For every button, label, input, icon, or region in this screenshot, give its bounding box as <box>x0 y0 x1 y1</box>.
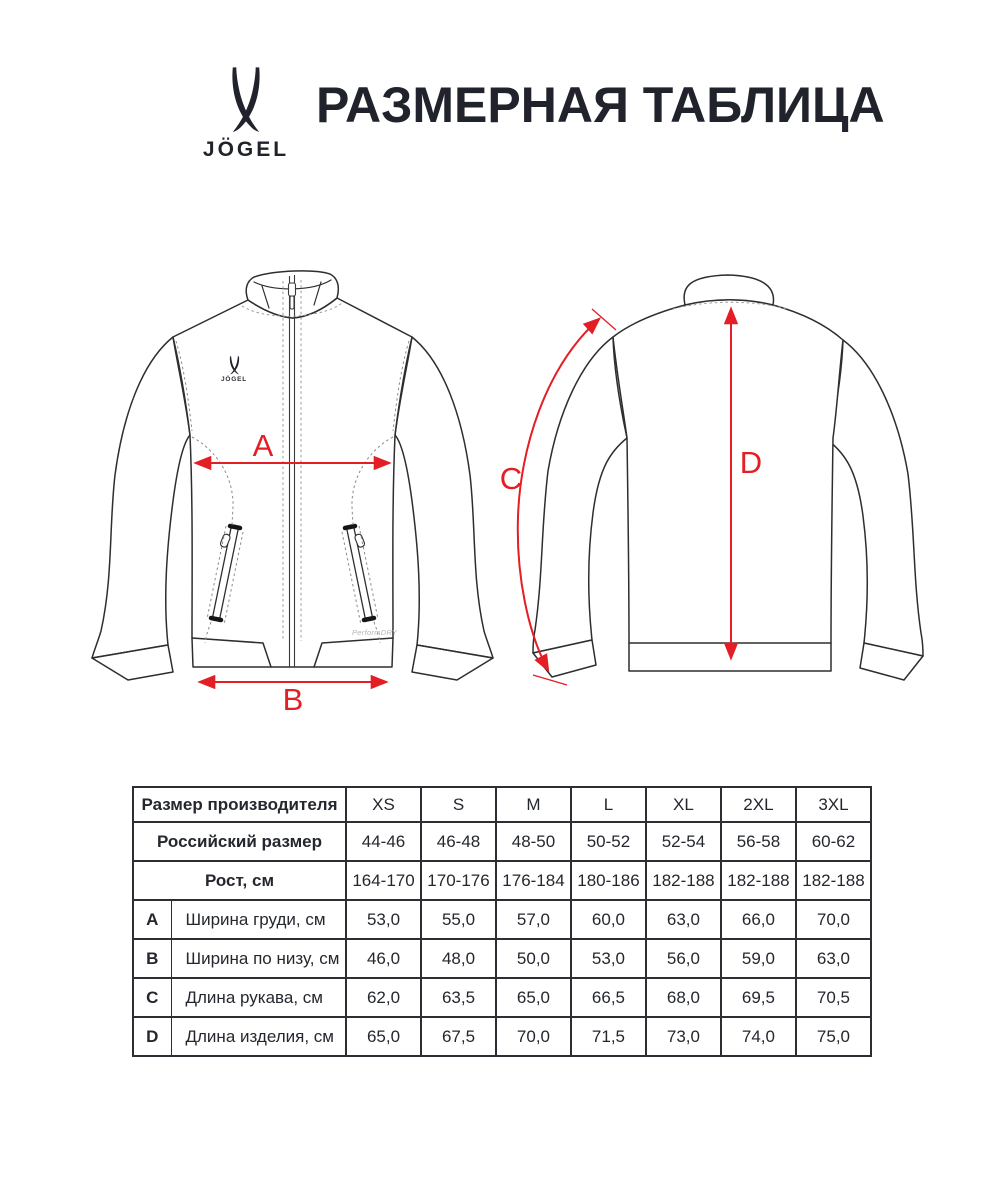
jogel-chest-logo-icon <box>227 356 242 375</box>
cell: 67,5 <box>421 1017 496 1056</box>
cell: 66,0 <box>721 900 796 939</box>
measure-letter: D <box>133 1017 171 1056</box>
cell: 170-176 <box>421 861 496 900</box>
cell: 65,0 <box>346 1017 421 1056</box>
measure-name: Длина изделия, см <box>171 1017 346 1056</box>
size-header: 3XL <box>796 787 871 822</box>
size-header: XS <box>346 787 421 822</box>
chest-brand-logo <box>216 356 252 383</box>
cell: 176-184 <box>496 861 571 900</box>
cell: 60-62 <box>796 822 871 861</box>
brand-logo <box>200 66 292 162</box>
brand-wordmark: JÖGEL <box>202 138 290 161</box>
cell: 74,0 <box>721 1017 796 1056</box>
cell: 75,0 <box>796 1017 871 1056</box>
row-label: Рост, см <box>133 861 346 900</box>
size-header: XL <box>646 787 721 822</box>
cell: 50-52 <box>571 822 646 861</box>
cell: 66,5 <box>571 978 646 1017</box>
cell: 69,5 <box>721 978 796 1017</box>
cell: 70,0 <box>796 900 871 939</box>
back-body <box>613 300 843 671</box>
size-header: L <box>571 787 646 822</box>
cell: 63,0 <box>796 939 871 978</box>
front-right-sleeve <box>395 337 493 658</box>
measure-name: Ширина по низу, см <box>171 939 346 978</box>
measure-label-d: D <box>739 445 763 480</box>
table-row-sleeve-length <box>133 978 871 1017</box>
size-header: S <box>421 787 496 822</box>
row-label: Размер производителя <box>133 787 346 822</box>
cell: 73,0 <box>646 1017 721 1056</box>
cell: 52-54 <box>646 822 721 861</box>
size-header: M <box>496 787 571 822</box>
cell: 63,0 <box>646 900 721 939</box>
cell: 46-48 <box>421 822 496 861</box>
jacket-front-drawing <box>85 245 500 715</box>
back-left-sleeve <box>533 337 627 653</box>
cell: 182-188 <box>721 861 796 900</box>
table-row-item-length <box>133 1017 871 1056</box>
cell: 63,5 <box>421 978 496 1017</box>
cell: 65,0 <box>496 978 571 1017</box>
cell: 57,0 <box>496 900 571 939</box>
cell: 53,0 <box>346 900 421 939</box>
front-left-sleeve <box>92 337 190 658</box>
cell: 70,5 <box>796 978 871 1017</box>
cell: 68,0 <box>646 978 721 1017</box>
measure-label-c: C <box>499 461 523 496</box>
back-right-sleeve <box>829 340 923 656</box>
cell: 48,0 <box>421 939 496 978</box>
measure-letter: A <box>133 900 171 939</box>
measure-letter: C <box>133 978 171 1017</box>
cell: 180-186 <box>571 861 646 900</box>
cell: 60,0 <box>571 900 646 939</box>
cell: 55,0 <box>421 900 496 939</box>
zipper-pull <box>289 283 296 296</box>
jogel-logo-icon <box>224 66 268 134</box>
cell: 182-188 <box>646 861 721 900</box>
cell: 44-46 <box>346 822 421 861</box>
cell: 164-170 <box>346 861 421 900</box>
cell: 53,0 <box>571 939 646 978</box>
cell: 46,0 <box>346 939 421 978</box>
row-label: Российский размер <box>133 822 346 861</box>
table-row-russian-size <box>133 822 871 861</box>
table-row-chest-width <box>133 900 871 939</box>
page-title: РАЗМЕРНАЯ ТАБЛИЦА <box>316 77 885 133</box>
chest-brand-wordmark: JÖGEL <box>220 376 248 383</box>
cell: 50,0 <box>496 939 571 978</box>
performdry-label: PerformDRY <box>352 628 398 637</box>
measure-label-a: A <box>252 428 274 463</box>
cell: 56-58 <box>721 822 796 861</box>
table-row-maker-size <box>133 787 871 822</box>
table-row-height <box>133 861 871 900</box>
table-row-bottom-width <box>133 939 871 978</box>
cell: 59,0 <box>721 939 796 978</box>
cell: 56,0 <box>646 939 721 978</box>
cell: 70,0 <box>496 1017 571 1056</box>
measure-name: Длина рукава, см <box>171 978 346 1017</box>
measure-label-b: B <box>282 682 304 717</box>
jacket-back-drawing <box>495 245 930 710</box>
cell: 182-188 <box>796 861 871 900</box>
cell: 48-50 <box>496 822 571 861</box>
cell: 62,0 <box>346 978 421 1017</box>
front-body <box>173 298 412 667</box>
measure-letter: B <box>133 939 171 978</box>
size-table <box>132 786 872 1057</box>
measure-name: Ширина груди, см <box>171 900 346 939</box>
size-header: 2XL <box>721 787 796 822</box>
cell: 71,5 <box>571 1017 646 1056</box>
